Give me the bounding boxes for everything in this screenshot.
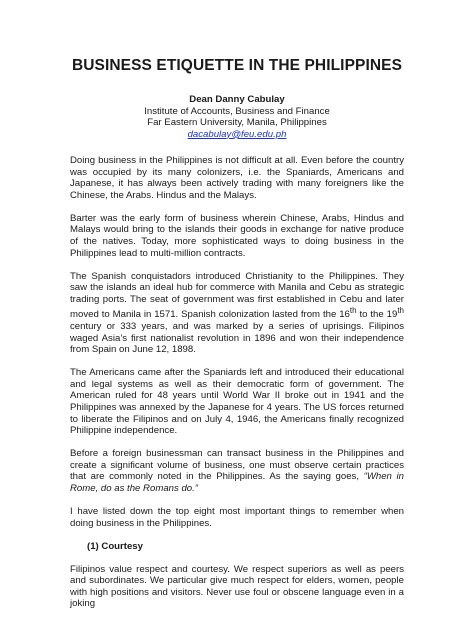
author-email-link[interactable]: dacabulay@feu.edu.ph [187, 128, 287, 140]
paragraph-1: Doing business in the Philippines is not difficult at all. Even before the country was occupied by its many colonizers, i.e. the Spaniards, Americans and Japanese, it has always been actively trading with many foreigners like the Chinese, the Arabs. Hindus and the Malays. [70, 155, 404, 201]
paragraph-courtesy: Filipinos value respect and courtesy. We respect superiors as well as peers and subordinates. We particular give much respect for elders, women, people with high positions and visitors. Never use foul or obscene language even in a joking [70, 563, 404, 610]
paragraph-4: The Americans came after the Spaniards left and introduced their educational and legal systems as well as their democratic form of government. The American ruled for 48 years until World War II broke out in 1941 and the Philippines was annexed by the Japanese for 4 years. The US forces returned to liberate the Filipinos and on July 4, 1946, the Americans finally recognized Philippine independence. [70, 367, 404, 437]
author-institute: Institute of Accounts, Business and Finance [144, 105, 330, 117]
paragraph-2: Barter was the early form of business wherein Chinese, Arabs, Hindus and Malays would bring to the islands their goods in exchange for native produce of the natives. Today, more sophisticated ways to doing business in the Philippines lead to multi-million contracts. [70, 212, 404, 259]
document-title: BUSINESS ETIQUETTE IN THE PHILIPPINES [71, 57, 403, 74]
document-body [70, 155, 404, 621]
paragraph-3-text-a: The Spanish conquistadors introduced Christianity to the Philippines. They saw the islands an ideal hub for commerce with Manila and Cebu as strategic trading ports. The seat of government was first established in Cebu and later moved to Manila in 1571. Spanish colonization lasted from the 16 [70, 270, 404, 321]
paragraph-3-text-c: century or 333 years, and was marked by a series of uprisings. Filipinos waged Asia’s first nationalist revolution in 1896 and won their independence from Spain on June 12, 1898. [70, 321, 404, 356]
paragraph-3 [70, 271, 404, 356]
paragraph-5-text: Before a foreign businessman can transact business in the Philippines and create a significant volume of business, one must observe certain practices that are commonly noted in the Philippines. As the saying goes, [70, 448, 404, 483]
superscript-th: th [349, 306, 357, 316]
section-heading-courtesy: (1) Courtesy [87, 540, 143, 552]
paragraph-6: I have listed down the top eight most important things to remember when doing business in the Philippines. [70, 505, 404, 529]
author-university: Far Eastern University, Manila, Philippines [147, 117, 327, 129]
paragraph-5-quote: “When in Rome, do as the Romans do.” [70, 471, 404, 494]
superscript-th: th [397, 306, 404, 316]
author-block [0, 94, 474, 140]
author-name: Dean Danny Cabulay [189, 94, 285, 105]
paragraph-3-text-b: to the 19 [356, 309, 398, 321]
paragraph-5 [70, 448, 404, 494]
